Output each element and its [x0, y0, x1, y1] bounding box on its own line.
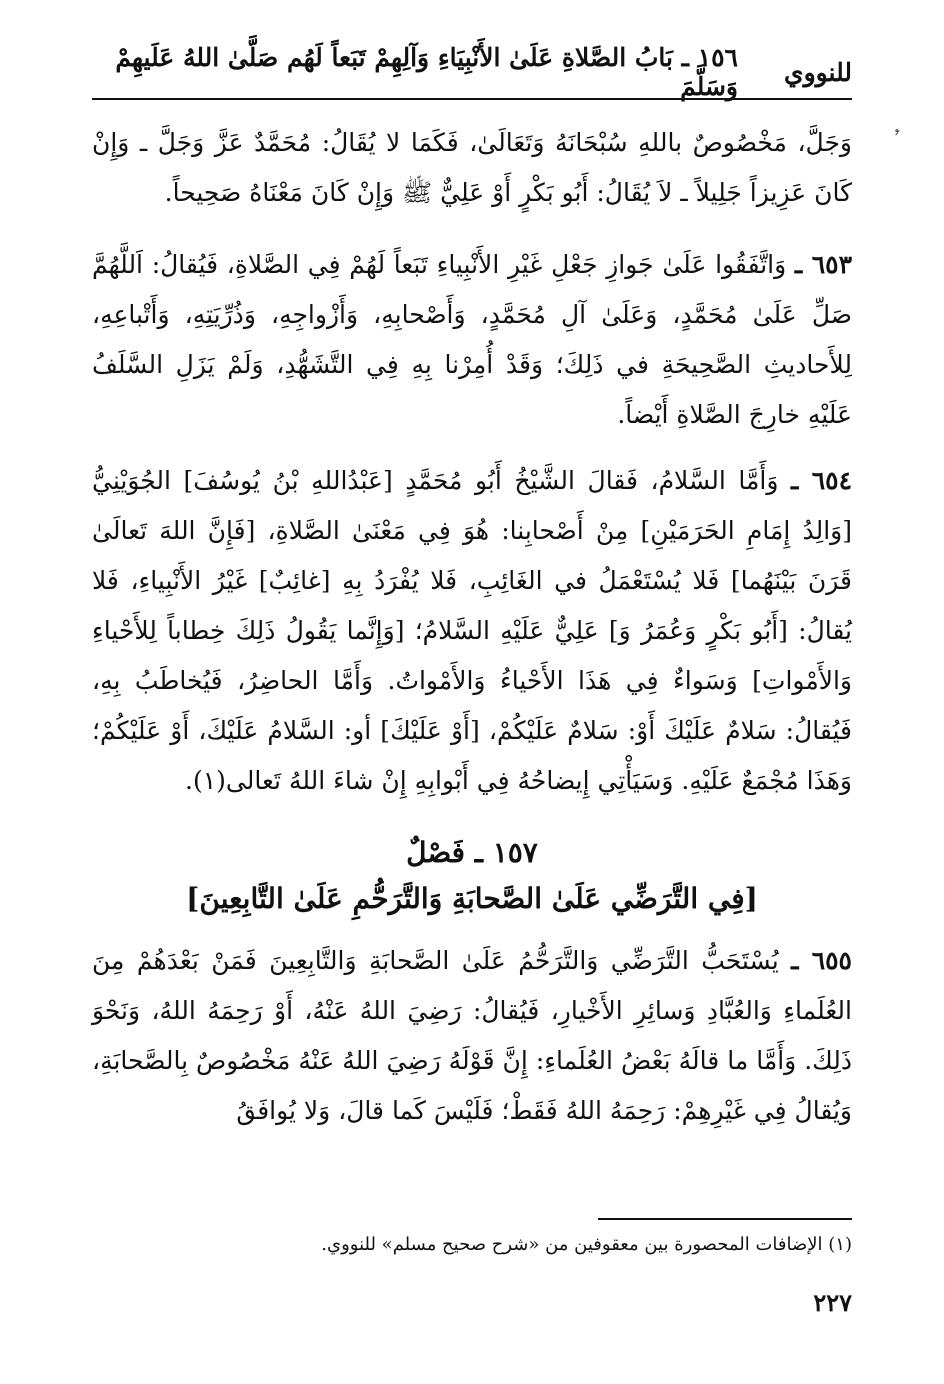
paragraph-text: وَاتَّفَقُوا عَلَىٰ جَوازِ جَعْلِ غَيْرِ الأَنْبِياءِ تَبَعاً لَهُمْ فِي الصَّلاةِ، فَيُقالُ: اَللَّهُمَّ صَلِّ عَلَىٰ مُحَمَّدٍ، وَعَلَىٰ آلِ مُحَمَّدٍ، وَأَصْحابِهِ، وَأَزْواجِهِ، وَذُرِّيَتِهِ، وَأَتْباعِهِ، لِلأَحاديثِ الصَّحِيحَةِ في ذَلِكَ؛ وَقَدْ أُمِرْنا بِهِ فِي التَّشَهُّدِ، وَلَمْ يَزَلِ السَّلَفُ عَلَيْهِ خارِجَ الصَّلاةِ أَيْضاً. [92, 250, 852, 429]
paragraph-text: وَجَلَّ، مَخْصُوصٌ باللهِ سُبْحَانَهُ وَتَعَالَىٰ، فَكَمَا لا يُقَالُ: مُحَمَّدٌ عَزَّ وَجَلَّ ـ وَإِنْ كَانَ عَزِيزاً جَلِيلاً ـ لاَ يُقَالُ: أَبُو بَكْرٍ أَوْ عَلِيٌّ ﷺ وَإِنْ كَانَ مَعْنَاهُ صَحِيحاً. [92, 128, 852, 207]
header-rule [92, 98, 852, 100]
header-chapter-title: ١٥٦ ـ بَابُ الصَّلاةِ عَلَىٰ الأَنْبِيَاءِ وَآلِهِمْ تَبَعاً لَهُم صَلَّىٰ اللهُ عَلَيهِمْ وَسَلَّمَ [115, 43, 738, 101]
paragraph-number: ٦٥٣ ـ [794, 250, 853, 279]
page-number: ٢٢٧ [813, 1288, 852, 1317]
body-text [92, 118, 852, 1152]
header-source: للنووي [784, 57, 852, 87]
margin-mark: ﹸ [893, 128, 909, 149]
paragraph-654 [92, 456, 852, 806]
footnote: (١) الإضافات المحصورة بين معقوفين من «شرح صحيح مسلم» للنووي. [321, 1234, 852, 1255]
footnote-rule [598, 1218, 852, 1220]
paragraph-text: وَأَمَّا السَّلامُ، فَقالَ الشَّيْخُ أَبُو مُحَمَّدٍ [عَبْدُاللهِ بْنُ يُوسُفَ] الجُوَيْنِيُّ [وَالِدُ إِمَامِ الحَرَمَيْنِ] مِنْ أَصْحابِنا: هُوَ فِي مَعْنَىٰ الصَّلاةِ، [فَإِنَّ اللهَ تَعالَىٰ قَرَنَ بَيْنَهُما] فَلا يُسْتَعْمَلُ في الغَائِبِ، فَلا يُفْرَدُ بِهِ [غائِبٌ] غَيْرُ الأَنْبِياءِ، فَلا يُقالُ: [أَبُو بَكْرٍ وَعُمَرُ وَ] عَلِيٌّ عَلَيْهِ السَّلامُ؛ [وَإِنَّما يَقُولُ ذَلِكَ خِطاباً لِلأَحْياءِ وَالأَمْواتِ] وَسَواءٌ فِي هَذَا الأَحْياءُ وَالأَمْواتُ. وَأَمَّا الحاضِرُ، فَيُخاطَبُ بِهِ، فَيُقالُ: سَلامٌ عَلَيْكَ أَوْ: سَلامٌ عَلَيْكُمْ، [أَوْ عَلَيْكَ] أو: السَّلامُ عَلَيْكَ، أَوْ عَلَيْكُمْ؛ وَهَذَا مُجْمَعٌ عَلَيْهِ. وَسَيَأْتِي إِيضاحُهُ فِي أَبْوابِهِ إِنْ شاءَ اللهُ تَعالى(١). [92, 466, 852, 795]
paragraph-continuation [92, 118, 852, 218]
section-heading [92, 830, 852, 922]
paragraph-number: ٦٥٥ ـ [791, 946, 852, 975]
running-header [92, 43, 852, 101]
section-title: ١٥٧ ـ فَصْلٌ [406, 836, 538, 869]
paragraph-text: يُسْتَحَبُّ التَّرَضِّي وَالتَّرَحُّمُ عَلَىٰ الصَّحابَةِ وَالتَّابِعِينَ فَمَنْ بَعْدَهُمْ مِنَ العُلَماءِ وَالعُبَّادِ وَسائِرِ الأَخْيارِ، فَيُقالُ: رَضِيَ اللهُ عَنْهُ، أَوْ رَحِمَهُ اللهُ، وَنَحْوَ ذَلِكَ. وَأَمَّا ما قالَهُ بَعْضُ العُلَماءِ: إِنَّ قَوْلَهُ رَضِيَ اللهُ عَنْهُ مَخْصُوصٌ بِالصَّحابَةِ، وَيُقالُ فِي غَيْرِهِمْ: رَحِمَهُ اللهُ فَقَطْ؛ فَلَيْسَ كَما قالَ، وَلا يُوافَقُ [92, 946, 852, 1125]
paragraph-number: ٦٥٤ ـ [791, 466, 853, 495]
paragraph-653 [92, 240, 852, 440]
paragraph-655 [92, 936, 852, 1136]
section-subtitle: [فِي التَّرَضِّي عَلَىٰ الصَّحابَةِ وَالتَّرَحُّمِ عَلَىٰ التَّابِعِينَ] [186, 882, 758, 915]
